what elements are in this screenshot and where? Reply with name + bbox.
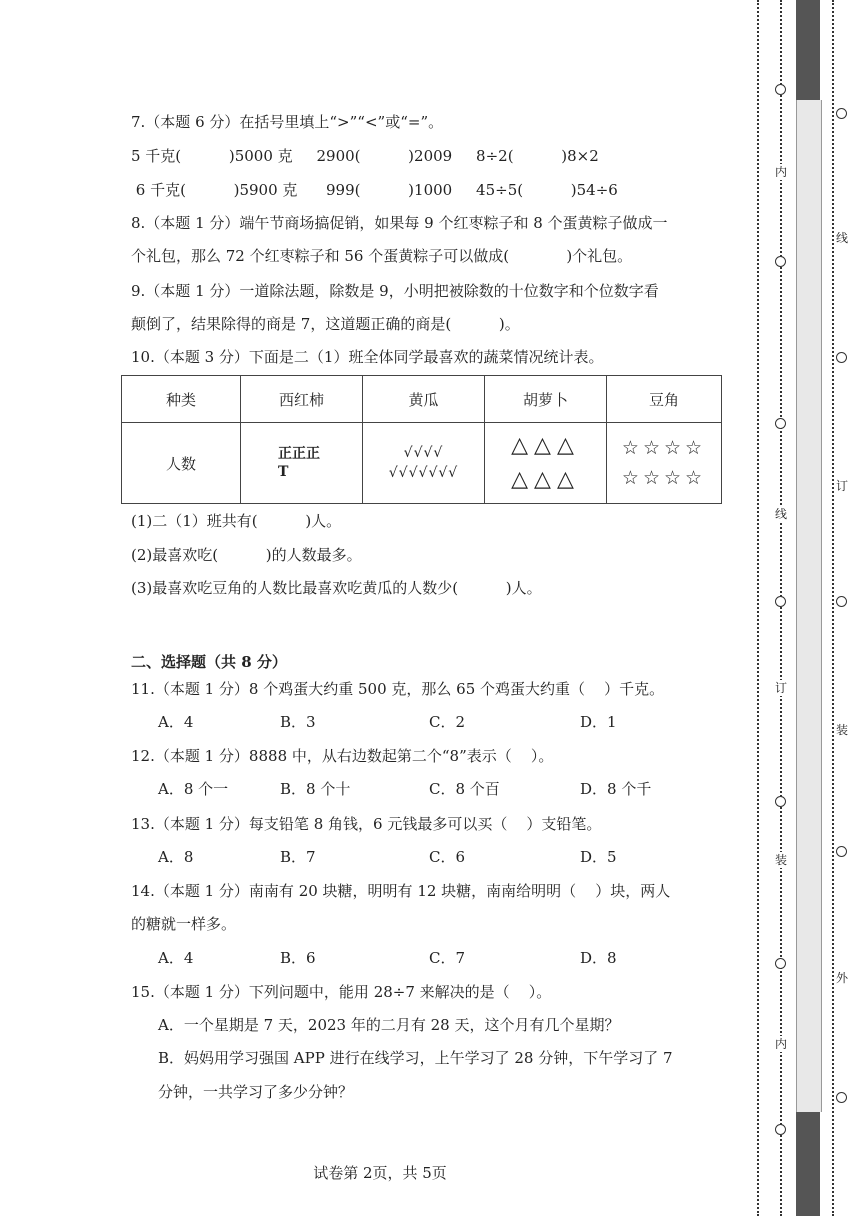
row-label: 人数 [122, 423, 241, 504]
header-cell: 种类 [122, 376, 241, 423]
binding-hole-icon [836, 352, 847, 363]
q14-stem-line2: 的糖就一样多。 [131, 915, 237, 933]
binding-hole-icon [836, 108, 847, 119]
q7-title: 7.（本题 6 分）在括号里填上“>”“<”或“=”。 [131, 113, 444, 131]
binding-bottom-cap [796, 1112, 820, 1216]
cucumber-marks-line1: √√√√ [403, 445, 444, 461]
q10-sub3: (3)最喜欢吃豆角的人数比最喜欢吃黄瓜的人数少( )人。 [131, 579, 542, 597]
cucumber-tally-cell [363, 423, 485, 504]
carrot-triangles-line2: △△△ [511, 467, 580, 492]
q11-option-d: D．1 [580, 713, 617, 731]
inner-dotted-line [780, 0, 782, 1216]
tomato-tally-cell [241, 423, 363, 504]
binding-hole-icon [775, 1124, 786, 1135]
binding-hole-icon [836, 596, 847, 607]
q13-stem: 13.（本题 1 分）每支铅笔 8 角钱，6 元钱最多可以买（ ）支铅笔。 [131, 815, 602, 833]
carrot-triangles-line1: △△△ [511, 433, 580, 458]
q8-line2: 个礼包，那么 72 个红枣粽子和 56 个蛋黄粽子可以做成( )个礼包。 [131, 247, 633, 265]
cucumber-marks-line2: √√√√√√√ [388, 465, 459, 481]
tomato-tally-line1: 正正正 [278, 446, 320, 462]
binding-hole-icon [836, 1092, 847, 1103]
q12-option-a: A．8 个一 [158, 780, 229, 798]
header-cell: 豆角 [607, 376, 722, 423]
bean-tally-cell [607, 423, 722, 504]
binding-char: 内 [775, 165, 788, 179]
q9-line1: 9.（本题 1 分）一道除法题，除数是 9，小明把被除数的十位数字和个位数字看 [131, 282, 659, 300]
table-header-row [122, 376, 722, 423]
far-dotted-line [832, 0, 834, 1216]
q9-line2: 颠倒了，结果除得的商是 7，这道题正确的商是( )。 [131, 315, 520, 333]
q15-option-a: A．一个星期是 7 天，2023 年的二月有 28 天，这个月有几个星期？ [158, 1016, 620, 1034]
q14-stem-line1: 14.（本题 1 分）南南有 20 块糖，明明有 12 块糖，南南给明明（ ）块，两人 [131, 882, 671, 900]
bean-stars-line2: ☆☆☆☆ [621, 467, 707, 489]
q11-option-a: A．4 [158, 713, 194, 731]
section-heading: 二、选择题（共 8 分） [131, 653, 287, 671]
q13-option-c: C．6 [429, 848, 466, 866]
q15-stem: 15.（本题 1 分）下列问题中，能用 28÷7 来解决的是（ ）。 [131, 983, 552, 1001]
carrot-tally-cell [485, 423, 607, 504]
q12-option-d: D．8 个千 [580, 780, 652, 798]
bean-stars-line1: ☆☆☆☆ [621, 437, 707, 459]
q15-option-b-line2: 分钟，一共学习了多少分钟？ [158, 1083, 354, 1101]
binding-gray-bar [796, 100, 822, 1112]
binding-hole-icon [775, 596, 786, 607]
binding-char: 订 [775, 681, 788, 695]
binding-char: 装 [836, 723, 849, 737]
binding-top-cap [796, 0, 820, 100]
binding-char: 线 [836, 231, 849, 245]
q12-option-c: C．8 个百 [429, 780, 500, 798]
q7-row2: 6 千克( )5900 克 999( )1000 45÷5( )54÷6 [131, 181, 618, 199]
q11-stem: 11.（本题 1 分）8 个鸡蛋大约重 500 克，那么 65 个鸡蛋大约重（ ）千克。 [131, 680, 665, 698]
binding-char: 线 [775, 507, 788, 521]
q15-option-b-line1: B．妈妈用学习强国 APP 进行在线学习，上午学习了 28 分钟，下午学习了 7 [158, 1049, 673, 1067]
binding-hole-icon [775, 84, 786, 95]
q13-option-d: D．5 [580, 848, 617, 866]
binding-hole-icon [775, 256, 786, 267]
q14-option-c: C．7 [429, 949, 466, 967]
q14-option-d: D．8 [580, 949, 617, 967]
header-cell: 黄瓜 [363, 376, 485, 423]
binding-char: 内 [775, 1037, 788, 1051]
q10-sub1: (1)二（1）班共有( )人。 [131, 512, 342, 530]
q13-option-a: A．8 [158, 848, 194, 866]
tomato-tally-line2: T [278, 464, 289, 480]
binding-hole-icon [775, 958, 786, 969]
q13-option-b: B．7 [280, 848, 316, 866]
q14-option-a: A．4 [158, 949, 194, 967]
binding-char: 装 [775, 853, 788, 867]
page-footer: 试卷第 2页，共 5页 [313, 1164, 447, 1182]
binding-char: 订 [836, 479, 849, 493]
q11-option-b: B．3 [280, 713, 316, 731]
q12-option-b: B．8 个十 [280, 780, 351, 798]
q11-option-c: C．2 [429, 713, 466, 731]
q12-stem: 12.（本题 1 分）8888 中，从右边数起第二个“8”表示（ ）。 [131, 747, 554, 765]
binding-hole-icon [775, 796, 786, 807]
binding-char: 外 [836, 971, 849, 985]
outer-dotted-line [757, 0, 759, 1216]
q8-line1: 8.（本题 1 分）端午节商场搞促销，如果每 9 个红枣粽子和 8 个蛋黄粽子做成一 [131, 214, 668, 232]
header-cell: 西红柿 [241, 376, 363, 423]
q14-option-b: B．6 [280, 949, 316, 967]
binding-hole-icon [836, 846, 847, 857]
q7-row1: 5 千克( )5000 克 2900( )2009 8÷2( )8×2 [131, 147, 599, 165]
q10-title: 10.（本题 3 分）下面是二（1）班全体同学最喜欢的蔬菜情况统计表。 [131, 348, 604, 366]
header-cell: 胡萝卜 [485, 376, 607, 423]
vegetable-stat-table [121, 375, 722, 504]
binding-hole-icon [775, 418, 786, 429]
table-row [122, 423, 722, 504]
q10-sub2: (2)最喜欢吃( )的人数最多。 [131, 546, 362, 564]
